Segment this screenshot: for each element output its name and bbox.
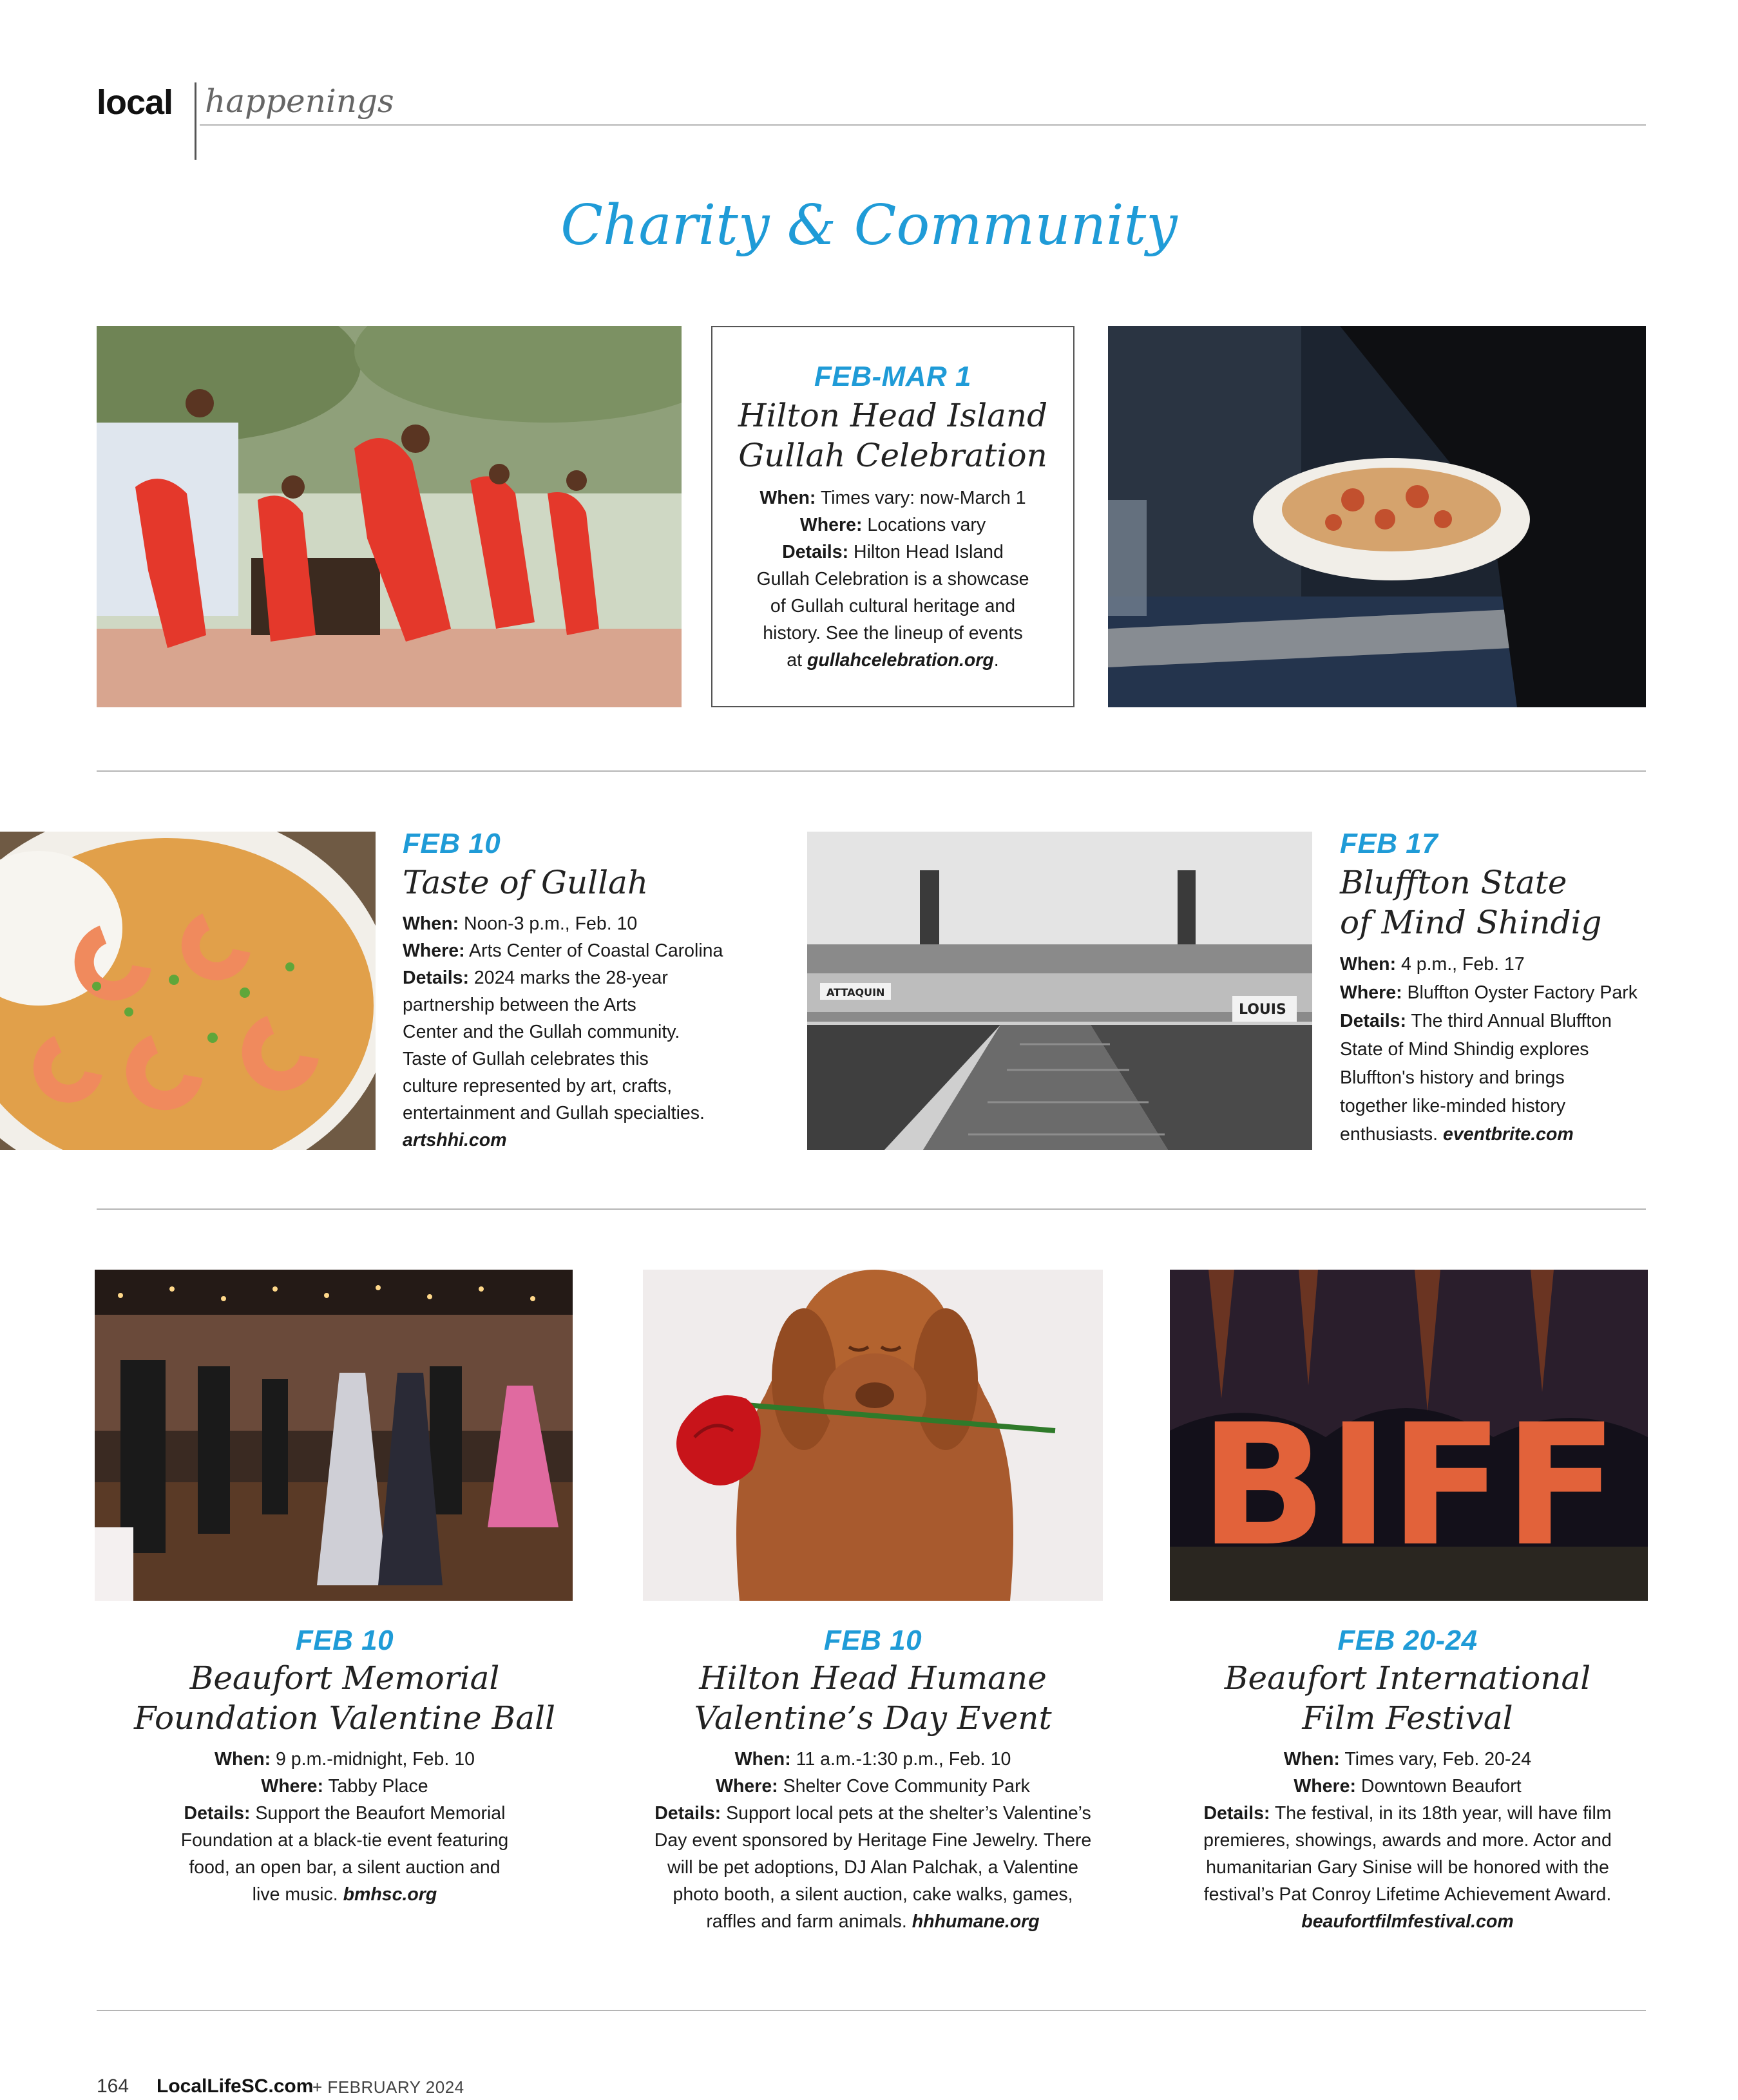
page-number: 164 [97,2076,129,2097]
event-where: Where: Arts Center of Coastal Carolina [403,940,723,961]
event-link[interactable]: gullahcelebration.org [807,650,994,671]
event-title-line: Gullah Celebration [738,437,1047,474]
event-link[interactable]: beaufortfilmfestival.com [1301,1911,1514,1932]
event-details: Details: Support local pets at the shelter’s Valentine’s Day event sponsored by Heritage Fine Jewelry. There will be pet adoptions, DJ Alan Palchak, a Valentine photo booth, a silent auction, cake walks, games, raffles and farm animals. hhhumane.org [654,1803,1092,1932]
event-title-line: Hilton Head Humane [699,1659,1047,1697]
event-details: Details: 2024 marks the 28-year partnership between the Arts Center and the Gullah community. Taste of Gullah celebrates this culture represented by art, crafts, entertainment and Gullah specialties. artshhi.com [403,968,705,1150]
page-title: Charity & Community [560,193,1178,258]
event-title [1340,863,1675,942]
event-link[interactable]: hhhumane.org [912,1911,1040,1932]
event-info [403,910,763,1154]
event-bluffton-shindig [1340,828,1675,1149]
event-title-line: Bluffton State [1340,864,1567,901]
gullah-dancers-photo [97,326,682,707]
event-valentine-ball [116,1625,573,1908]
event-info [618,1746,1127,1935]
event-details: Details: The festival, in its 18th year, will have film premieres, showings, awards and more. Actor and humanitarian Gary Sinise will be honored with the festival’s Pat Conroy Lifetime Achievement Award. beaufortfilmfestival.com [1203,1803,1612,1932]
event-title-line: of Mind Shindig [1340,904,1602,941]
dog-with-rose-photo [643,1270,1103,1601]
event-title-line: Foundation Valentine Ball [134,1699,555,1737]
header-divider [195,82,196,160]
event-when: When: 11 a.m.-1:30 p.m., Feb. 10 [734,1749,1011,1770]
event-link[interactable]: artshhi.com [403,1130,507,1150]
biff-sign-photo [1170,1270,1648,1601]
shrimp-dish-photo [1108,326,1646,707]
event-title [1153,1658,1662,1738]
footer-rule [97,2010,1646,2011]
event-details: Details: Hilton Head Island Gullah Celebration is a showcase of Gullah cultural heritage and history. See the lineup of events at gullahcelebration.org. [756,542,1029,671]
event-title [116,1658,573,1738]
event-date: FEB-MAR 1 [814,361,972,392]
event-date: FEB 10 [823,1625,922,1656]
event-title: Taste of Gullah [403,864,649,901]
event-details: Details: Support the Beaufort Memorial Foundation at a black-tie event featuring food, an open bar, a silent auction and live music. bmhsc.org [180,1803,509,1905]
footer-site-link[interactable]: LocalLifeSC.com [157,2076,314,2097]
event-title [712,396,1073,475]
historic-ferry-photo [807,832,1312,1150]
valentine-ball-photo [95,1270,573,1601]
event-taste-of-gullah [403,828,763,1154]
event-when: When: Noon-3 p.m., Feb. 10 [403,913,638,934]
event-title-line: Valentine’s Day Event [694,1699,1052,1737]
section-name: happenings [205,82,394,120]
event-date: FEB 20-24 [1337,1625,1478,1656]
event-where: Where: Bluffton Oyster Factory Park [1340,982,1638,1003]
event-link[interactable]: bmhsc.org [343,1884,437,1905]
event-when: When: Times vary, Feb. 20-24 [1283,1749,1532,1770]
event-info [712,484,1073,674]
event-gullah-celebration [711,326,1074,707]
event-info [1153,1746,1662,1935]
event-title-line: Hilton Head Island [738,397,1048,434]
section-divider [97,770,1646,772]
event-link[interactable]: eventbrite.com [1443,1124,1574,1145]
event-where: Where: Downtown Beaufort [1294,1776,1522,1797]
event-humane-valentine [618,1625,1127,1935]
header-rule [200,124,1646,126]
event-title-line: Beaufort International [1224,1659,1591,1697]
event-info [116,1746,573,1908]
section-divider [97,1208,1646,1210]
event-date: FEB 10 [295,1625,394,1656]
shrimp-rice-photo [0,832,376,1150]
event-where: Where: Locations vary [799,515,986,535]
event-film-festival [1153,1625,1662,1935]
event-where: Where: Tabby Place [261,1776,428,1797]
event-when: When: 4 p.m., Feb. 17 [1340,954,1525,975]
event-date: FEB 17 [1340,828,1438,859]
brand-logo: local [97,83,173,122]
event-date: FEB 10 [403,828,501,859]
event-title [618,1658,1127,1738]
ferry-sign-attaquin: ATTAQUIN [826,986,885,998]
footer-issue-date: + FEBRUARY 2024 [312,2077,464,2097]
biff-letters: BIFF [1199,1389,1619,1583]
event-when: When: Times vary: now-March 1 [759,488,1026,508]
event-details: Details: The third Annual Bluffton State of Mind Shindig explores Bluffton's history and brings together like-minded history enthusiasts. eventbrite.com [1340,1011,1612,1145]
event-info [1340,950,1675,1149]
event-title-line: Beaufort Memorial [189,1659,500,1697]
event-when: When: 9 p.m.-midnight, Feb. 10 [215,1749,475,1770]
ferry-sign-louis: LOUIS [1239,1002,1286,1018]
event-where: Where: Shelter Cove Community Park [716,1776,1030,1797]
event-title-line: Film Festival [1302,1699,1513,1737]
